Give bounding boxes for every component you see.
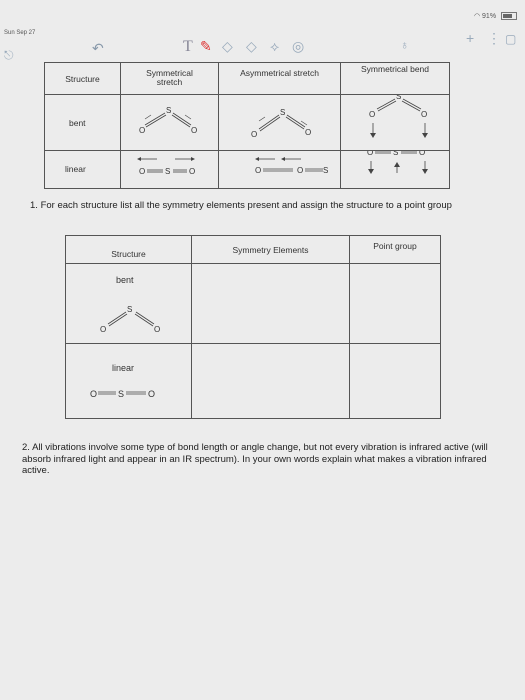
svg-text:O: O xyxy=(367,151,374,157)
question-1-text: For each structure list all the symmetry elements present and assign the structure to a point group xyxy=(40,200,452,211)
svg-text:O: O xyxy=(305,128,312,137)
svg-text:O: O xyxy=(90,389,98,399)
bent-molecule-diagram xyxy=(86,300,176,340)
svg-text:O: O xyxy=(100,325,107,334)
sym-row-linear-point-group-cell[interactable] xyxy=(350,344,440,418)
linear-sym-bend-diagram xyxy=(341,151,449,188)
text-tool-icon[interactable]: T xyxy=(183,38,193,55)
status-date: Sun Sep 27 xyxy=(4,30,36,36)
svg-text:O: O xyxy=(251,130,258,139)
bent-sym-stretch-diagram xyxy=(121,95,219,151)
svg-text:O: O xyxy=(189,167,196,176)
svg-text:O: O xyxy=(148,389,156,399)
battery-icon xyxy=(501,12,517,20)
add-icon[interactable]: + xyxy=(466,30,475,46)
sym-header-structure: Structure xyxy=(66,236,192,264)
svg-text:O: O xyxy=(369,110,376,119)
vib-header-sym-bend: Symmetrical bend xyxy=(341,63,449,95)
svg-text:S: S xyxy=(127,305,133,314)
linear-molecule-diagram xyxy=(86,384,176,404)
highlighter-tool-icon[interactable]: ◇ xyxy=(222,38,233,54)
lasso-tool-icon[interactable]: ⟡ xyxy=(270,38,280,54)
back-icon[interactable]: ⎋ xyxy=(4,48,14,62)
svg-text:O: O xyxy=(255,166,262,175)
vib-row-linear-label-cell xyxy=(45,151,121,188)
svg-text:O: O xyxy=(421,110,428,119)
vib-bent-sym-stretch-cell xyxy=(121,95,219,151)
more-options-icon[interactable]: ⋮ xyxy=(487,30,501,46)
battery-percent: 91% xyxy=(482,13,497,20)
linear-sym-stretch-diagram xyxy=(121,151,219,188)
vib-bent-asym-stretch-cell xyxy=(219,95,341,151)
sym-row-bent-point-group-cell[interactable] xyxy=(350,264,440,344)
microphone-icon[interactable]: ♁ xyxy=(400,38,409,52)
svg-text:O: O xyxy=(139,167,146,176)
shape-tool-icon[interactable]: ◎ xyxy=(292,38,305,54)
svg-text:S: S xyxy=(323,166,329,175)
vib-linear-sym-stretch-cell xyxy=(121,151,219,188)
eraser-tool-icon[interactable]: ◇ xyxy=(246,38,257,54)
sym-row-bent-elements-cell[interactable] xyxy=(192,264,350,344)
linear-asym-stretch-diagram xyxy=(219,151,341,188)
undo-icon[interactable]: ↶ xyxy=(92,40,104,56)
question-2-number: 2. xyxy=(22,442,30,453)
svg-text:S: S xyxy=(118,389,125,399)
sym-header-point-group: Point group xyxy=(350,236,440,264)
vib-header-structure: Structure xyxy=(45,63,121,95)
vib-row-linear-label: linear xyxy=(65,164,86,174)
svg-text:O: O xyxy=(297,166,304,175)
vib-header-sym-stretch: Symmetrical stretch xyxy=(121,63,219,95)
question-2 xyxy=(22,442,494,477)
sym-row-linear-structure-cell xyxy=(66,344,192,418)
svg-text:S: S xyxy=(393,151,399,157)
page-thumbnails-icon[interactable]: ▢ xyxy=(505,32,517,46)
bent-asym-stretch-diagram xyxy=(219,95,341,151)
vibrations-table xyxy=(44,62,450,189)
svg-text:S: S xyxy=(396,95,402,101)
vib-linear-sym-bend-cell xyxy=(341,151,449,188)
vib-bent-sym-bend-cell xyxy=(341,95,449,151)
question-1 xyxy=(30,200,480,212)
atom-o: O xyxy=(139,126,146,135)
wifi-icon: ◠ xyxy=(473,13,481,20)
vib-header-asym-stretch: Asymmetrical stretch xyxy=(219,63,341,95)
status-bar-right xyxy=(474,12,517,20)
vib-row-bent-label: bent xyxy=(69,118,86,128)
sym-header-elements: Symmetry Elements xyxy=(192,236,350,264)
sym-row-bent-label: bent xyxy=(116,275,134,285)
atom-o: O xyxy=(191,126,198,135)
symmetry-table xyxy=(65,235,441,419)
question-2-text: All vibrations involve some type of bond length or angle change, but not every vibration is infrared active (will absorb infrared light and appear in an IR spectrum). In your own words explain what makes a vibration infrared active. xyxy=(22,442,488,476)
svg-text:S: S xyxy=(165,167,171,176)
vib-row-bent-label-cell xyxy=(45,95,121,151)
pen-tool-icon[interactable]: ✎ xyxy=(200,38,212,54)
bent-sym-bend-diagram xyxy=(341,95,449,151)
sym-row-linear-label: linear xyxy=(112,363,135,373)
vib-linear-asym-stretch-cell xyxy=(219,151,341,188)
sym-row-linear-elements-cell[interactable] xyxy=(192,344,350,418)
sym-row-bent-structure-cell xyxy=(66,264,192,344)
atom-s: S xyxy=(166,106,172,115)
question-1-number: 1. xyxy=(30,200,38,211)
svg-text:O: O xyxy=(154,325,161,334)
svg-text:O: O xyxy=(419,151,426,157)
svg-text:S: S xyxy=(280,108,286,117)
